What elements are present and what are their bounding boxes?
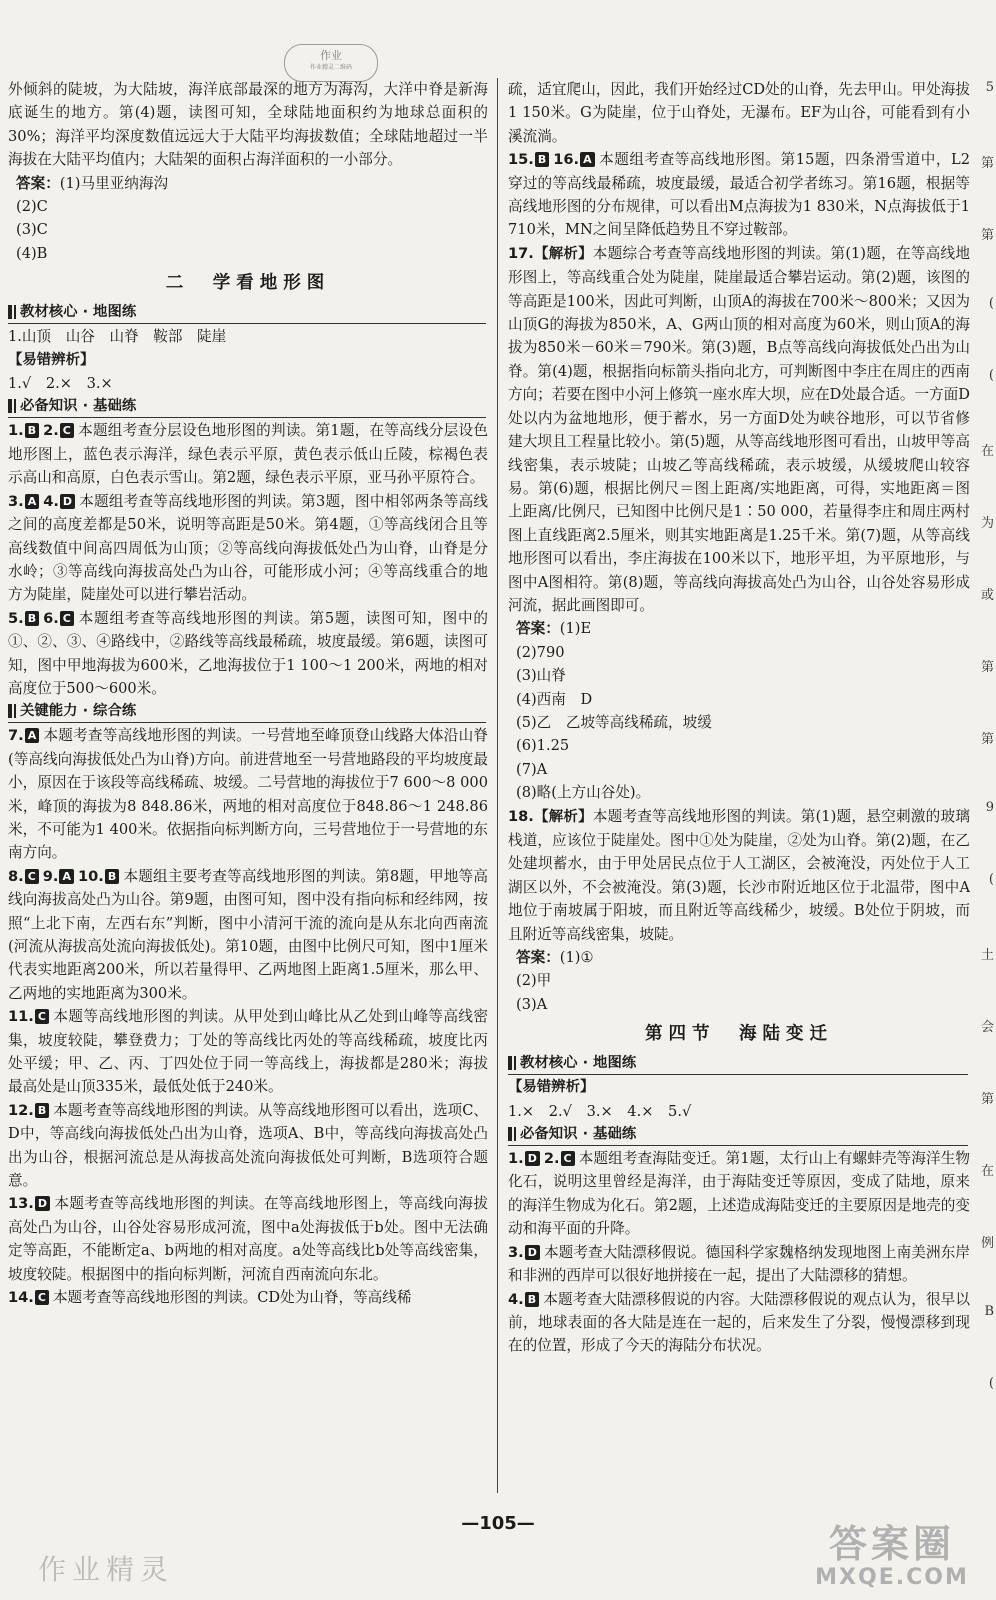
question-explanation — [8, 607, 488, 701]
answer-choice-badge: D — [525, 1151, 540, 1166]
question-number: 13. — [8, 1195, 34, 1213]
explanation-text: 本题组考查等高线地形图。第15题，四条滑雪道中，L2穿过的等高线最稀疏，坡度最缓，最适合初学者练习。第16题，根据等高线地形图的分布规律，可以看出M点海拔为1 830米，N点海拔低于1 710米，MN之间呈降低趋势且不穿过鞍部。 — [508, 151, 970, 239]
question-explanation — [508, 805, 970, 946]
answer-choice-badge: B — [25, 423, 39, 438]
answer-choice-badge: B — [105, 869, 119, 884]
question-explanation — [508, 242, 970, 618]
explanation-text: 本题组考查等高线地形图的判读。第5题，读图可知，图中的①、②、③、④路线中，②路线等高线最稀疏，坡度最缓。第6题，读图可知，图中甲地海拔为600米，乙地海拔位于1 100～1 200米，两地的相对高度位于500～600米。 — [8, 609, 488, 697]
answer-choice-badge: D — [35, 1196, 50, 1211]
edge-fragment: 为 — [980, 516, 994, 531]
section-bar: 必备知识 · 基础练 — [8, 395, 486, 418]
question-number: 8. — [8, 867, 24, 885]
answer-subitem: (2)甲 — [516, 972, 552, 990]
answer-choice-badge: B — [535, 152, 549, 167]
continued-text: 外倾斜的陡坡，为大陆坡，海洋底部最深的地方为海沟，大洋中脊是新海底诞生的地方。第(4)题，读图可知，全球陆地面积约为地球总面积的30%；海洋平均深度数值远远大于大陆平均海拔数值；全球陆地超过一半海拔在大陆平均值内；大陆架的面积占海洋面积的一小部分。 — [8, 81, 488, 169]
question-number: 11. — [8, 1008, 34, 1026]
section-bar: 关键能力 · 综合练 — [8, 700, 486, 723]
right-column — [508, 78, 970, 1498]
continued-text: 疏，适宜爬山，因此，我们开始经过CD处的山脊，先去甲山。甲处海拔1 150米。G为陡崖，位于山脊处，无瀑布。EF为山谷，可能看到有小溪流淌。 — [508, 81, 970, 145]
question-explanation — [508, 148, 970, 242]
question-explanation — [8, 724, 488, 864]
explanation-text: 本题考查等高线地形图的判读。第(1)题，悬空刺激的玻璃栈道，应该位于陡崖处。图中①处为陡崖，②处为山脊。第(2)题，在乙处建坝蓄水，由于甲处居民点位于人工湖区，会被淹没，丙处位于人工湖区以外，不会被淹没。第(3)题，长沙市附近地区位于北温带，图中A地位于南坡属于阳坡，而且附近等高线稀少，坡缓。B处位于阴坡，而且附近等高线密集，坡陡。 — [508, 807, 970, 943]
logo-line-1: 答案圈 — [828, 1522, 955, 1566]
answer-choice-badge: A — [25, 728, 40, 743]
edge-fragment: 第 — [980, 660, 994, 675]
explanation-text: 本题组考查分层设色地形图的判读。第1题，在等高线分层设色地形图上，蓝色表示海洋，绿色表示平原，黄色表示低山丘陵，棕褐色表示高山和高原，白色表示雪山。第2题，绿色表示平原，亚马孙平原符合。 — [8, 422, 488, 487]
question-explanation — [8, 1192, 488, 1286]
question-number: 2. — [543, 1150, 560, 1168]
edge-fragment: ( — [988, 368, 994, 383]
answer-choice-badge: D — [60, 494, 75, 509]
edge-fragment: 或 — [980, 588, 994, 603]
answer-line: 1.√ 2.× 3.× — [8, 375, 113, 393]
analysis-tag: 【解析】 — [533, 245, 593, 262]
edge-fragment: 第 — [980, 156, 994, 171]
homework-stamp — [284, 44, 378, 82]
edge-fragment: B — [984, 1304, 994, 1319]
edge-fragment: 第 — [980, 1092, 994, 1107]
question-number: 3. — [508, 1243, 524, 1261]
answer-choice-badge: D — [525, 1245, 540, 1260]
section-title: 第四节 海陆变迁 — [645, 1024, 833, 1045]
answer-choice-badge: B — [35, 1103, 49, 1118]
section-bar: 教材核心 · 地图练 — [508, 1052, 968, 1075]
question-explanation — [8, 419, 488, 489]
section-title: 二 学看地形图 — [165, 273, 331, 294]
answer-subitem: (8)略(上方山谷处)。 — [516, 784, 651, 802]
answer-label: 答案： — [16, 174, 60, 192]
question-number: 15. — [508, 151, 534, 169]
question-explanation — [508, 1241, 970, 1288]
question-number: 14. — [8, 1289, 34, 1307]
cropped-edge-column — [974, 80, 996, 1480]
answer-subitem: (4)西南 D — [516, 690, 593, 708]
section-bar: 教材核心 · 地图练 — [8, 301, 486, 324]
answer-subitem: (2)790 — [516, 643, 565, 661]
answer-subitem: (3)C — [16, 221, 48, 239]
stamp-title: 作业 — [320, 49, 342, 62]
explanation-text: 本题组考查海陆变迁。第1题，太行山上有螺蚌壳等海洋生物化石，说明这里曾经是海洋，由于海陆变迁等原因，变成了陆地，原来的海洋生物成为化石。第2题，上述造成海陆变迁的主要原因是地壳的变动和海平面的升降。 — [508, 1150, 970, 1238]
stamp-subtitle: 作业精灵二维码 — [309, 64, 352, 71]
question-number: 16. — [553, 151, 580, 169]
question-explanation — [8, 1099, 488, 1193]
question-number: 9. — [42, 867, 59, 885]
question-number: 17. — [508, 244, 534, 262]
question-number: 4. — [43, 492, 59, 510]
answer-choice-badge: A — [25, 494, 40, 509]
edge-fragment: 土 — [980, 948, 994, 963]
edge-fragment: 例 — [980, 1236, 994, 1251]
question-explanation — [8, 1005, 488, 1099]
answer-line — [508, 617, 970, 640]
page-number: —105— — [461, 1513, 535, 1534]
question-explanation — [508, 1288, 970, 1358]
question-explanation — [508, 1147, 970, 1241]
edge-fragment: 第 — [980, 732, 994, 747]
answer-choice-badge: C — [561, 1151, 575, 1166]
edge-fragment: 9 — [985, 800, 994, 815]
question-number: 7. — [8, 727, 24, 745]
question-number: 18. — [508, 807, 534, 825]
answer-value: (1)① — [559, 949, 594, 967]
error-analysis-heading: 【易错辨析】 — [8, 351, 95, 368]
logo-line-2: MXQE.COM — [815, 1565, 969, 1590]
question-number: 12. — [8, 1101, 34, 1119]
site-logo — [808, 1522, 976, 1594]
answer-choice-badge: C — [35, 1009, 49, 1024]
edge-fragment: 5 — [985, 80, 994, 95]
answer-choice-badge: B — [25, 611, 39, 626]
answer-choice-badge: A — [59, 869, 74, 884]
answer-value: (1)E — [559, 620, 592, 638]
answer-label: 答案： — [516, 949, 560, 967]
answer-value: (1)马里亚纳海沟 — [59, 174, 169, 192]
answer-subitem: (6)1.25 — [516, 737, 570, 755]
explanation-text: 本题考查等高线地形图的判读。从等高线地形图可以看出，选项C、D中，等高线向海拔低处凸出为山脊，选项A、B中，等高线向海拔高处凸出为山谷，根据河流总是从海拔高处流向海拔低处可判断，B选项符合题意。 — [8, 1101, 488, 1190]
explanation-text: 本题等高线地形图的判读。从甲处到山峰比从乙处到山峰等高线密集，坡度较陡，攀登费力；丁处的等高线比丙处的等高线稀疏，坡度比丙处平缓；甲、乙、丙、丁四处位于同一等高线上，海拔都是280米；海拔最高处是山顶335米，最低处低于240米。 — [8, 1008, 488, 1096]
edge-fragment: ( — [988, 872, 994, 887]
watermark-text: 作业精灵 — [38, 1553, 175, 1586]
answer-choice-badge: C — [60, 611, 74, 626]
explanation-text: 本题组主要考查等高线地形图的判读。第8题，甲地等高线向海拔高处凸为山谷。第9题，由图可知，图中没有指向标和经纬网，按照“上北下南，左西右东”判断，图中小清河干流的流向是从东北向西南流(河流从海拔高处流向海拔低处)。第10题，由图中比例尺可知，图中1厘米代表实地距离200米，所以若量得甲、乙两地图上距离1.5厘米，那么甲、乙两地的实地距离为300米。 — [8, 867, 488, 1002]
error-analysis-heading: 【易错辨析】 — [508, 1079, 595, 1096]
answer-choice-badge: B — [525, 1292, 539, 1307]
answer-subitem: (7)A — [516, 760, 548, 778]
answer-line: 1.山顶 山谷 山脊 鞍部 陡崖 — [8, 328, 227, 346]
section-bar: 必备知识 · 基础练 — [508, 1123, 968, 1146]
answer-choice-badge: C — [25, 869, 39, 884]
answer-subitem: (5)乙 乙坡等高线稀疏，坡缓 — [516, 713, 712, 731]
answer-subitem: (4)B — [16, 244, 48, 262]
analysis-tag: 【解析】 — [533, 808, 593, 825]
edge-fragment: ( — [988, 296, 994, 311]
explanation-text: 本题考查等高线地形图的判读。在等高线地形图上，等高线向海拔高处凸为山谷，山谷处容易形成河流，图中a处海拔低于b处。图中无法确定等高距，不能断定a、b两地的相对高度。a处等高线比b处等高线密集，坡度较陡。根据图中的指向标判断，河流自西南流向东北。 — [8, 1195, 488, 1283]
question-number: 1. — [508, 1150, 524, 1168]
column-divider — [497, 78, 498, 1493]
answer-subitem: (2)C — [16, 198, 48, 216]
edge-fragment: ( — [988, 1376, 994, 1391]
answer-line — [8, 172, 488, 195]
question-number: 1. — [8, 422, 24, 440]
edge-fragment: 在 — [980, 1164, 994, 1179]
answer-subitem: (3)山脊 — [516, 667, 566, 685]
question-explanation — [8, 1286, 488, 1309]
edge-fragment: 在 — [980, 444, 994, 459]
question-number: 4. — [508, 1290, 524, 1308]
explanation-text: 本题考查等高线地形图的判读。一号营地至峰顶登山线路大体沿山脊(等高线向海拔低处凸为山脊)方向。前进营地至一号营地路段的平均坡度最小，原因在于该段等高线稀疏、坡缓。二号营地的海拔位于7 600～8 000米，峰顶的海拔为8 848.86米，两地的相对高度位于848.86～1 248.86米，不可能为1 400米。依据指向标判断方向，三号营地位于一号营地的东南方向。 — [8, 727, 488, 862]
explanation-text: 本题组考查等高线地形图的判读。第3题，图中相邻两条等高线之间的高度差都是50米，说明等高距是50米。第4题，①等高线闭合且等高线数值中间高四周低为山顶；②等高线向海拔低处凸为山脊，山脊是分水岭；③等高线向海拔高处凸为山谷，可能形成小河；④等高线重合的地方为陡崖，陡崖处可以进行攀岩活动。 — [8, 492, 488, 604]
question-number: 6. — [43, 609, 59, 627]
answer-choice-badge: C — [35, 1290, 49, 1305]
question-explanation — [8, 490, 488, 607]
answer-line: 1.× 2.√ 3.× 4.× 5.√ — [508, 1102, 692, 1120]
answer-choice-badge: C — [60, 423, 74, 438]
answer-label: 答案： — [516, 620, 560, 638]
answer-choice-badge: A — [580, 152, 595, 167]
question-number: 2. — [43, 422, 59, 440]
explanation-text: 本题考查等高线地形图的判读。CD处为山脊，等高线稀 — [52, 1289, 412, 1307]
question-number: 3. — [8, 492, 24, 510]
edge-fragment: 第 — [980, 228, 994, 243]
question-explanation — [8, 865, 488, 1005]
answer-subitem: (3)A — [516, 995, 548, 1013]
question-number: 10. — [78, 867, 104, 885]
edge-fragment: 会 — [980, 1020, 994, 1035]
explanation-text: 本题考查大陆漂移假说。德国科学家魏格纳发现地图上南美洲东岸和非洲的西岸可以很好地拼接在一起，提出了大陆漂移的猜想。 — [508, 1243, 970, 1285]
answer-line — [508, 946, 970, 969]
left-column — [8, 78, 488, 1498]
explanation-text: 本题综合考查等高线地形图的判读。第(1)题，在等高线地形图上，等高线重合处为陡崖，陡崖最适合攀岩运动。第(2)题，该图的等高距是100米，因此可判断，山顶A的海拔在700米～800米；又因为山顶G的海拔为850米，A、G两山顶的相对高度为60米，则山顶A的海拔为850米－60米＝790米。第(3)题，B点等高线向海拔低处凸出为山脊。第(4)题，根据指向标箭头指向北方，可判断图中李庄在周庄的西南方向；若要在图中小河上修筑一座水库大坝，应在D处最合适。一方面D处以内为盆地地形，便于蓄水，另一方面D处为峡谷地形，可以节省修建大坝且工程量比较小。第(5)题，从等高线地形图可看出，山坡甲等高线密集，表示坡陡；山坡乙等高线稀疏，表示坡缓，从缓坡爬山较容易。第(6)题，根据比例尺＝图上距离/实地距离，可得，实地距离＝图上距离/比例尺，已知图中比例尺是1∶50 000，若量得李庄和周庄两村图上直线距离2.5厘米，则其实地距离是1.25千米。第(7)题，从等高线地形图可以看出，李庄海拔在100米以下，地形平坦，为平原地形，与图中A图相符。第(8)题，等高线向海拔高处凸为山谷，山谷处容易形成河流，据此画图即可。 — [508, 244, 970, 614]
explanation-text: 本题考查大陆漂移假说的内容。大陆漂移假说的观点认为，很早以前，地球表面的各大陆是连在一起的，后来发生了分裂，慢慢漂移到现在的位置，形成了今天的海陆分布状况。 — [508, 1290, 970, 1355]
question-number: 5. — [8, 609, 24, 627]
